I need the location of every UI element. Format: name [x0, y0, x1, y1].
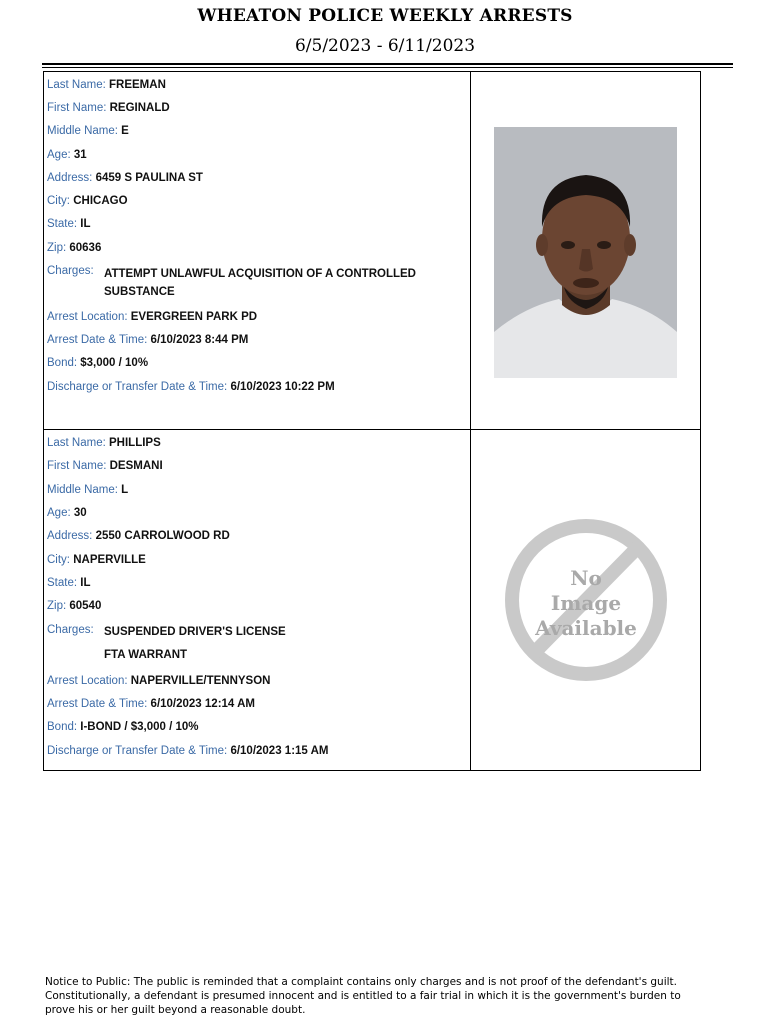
first-name-row: First Name: DESMANI	[47, 460, 163, 472]
city-row: City: NAPERVILLE	[47, 554, 146, 566]
mugshot-illustration	[494, 127, 677, 378]
zip-value: 60540	[69, 600, 102, 612]
address-value: 2550 CARROLWOOD RD	[95, 530, 230, 542]
page-title: WHEATON POLICE WEEKLY ARRESTS	[197, 6, 573, 26]
date-range: 6/5/2023 - 6/11/2023	[294, 36, 476, 56]
age-value: 31	[73, 149, 87, 161]
first-name-row: First Name: REGINALD	[47, 102, 170, 114]
last-name-row: Last Name: PHILLIPS	[47, 437, 161, 449]
arrest-record-2	[43, 429, 701, 771]
header-rule-thin	[42, 67, 733, 68]
age-row: Age: 30	[47, 507, 87, 519]
address-value: 6459 S PAULINA ST	[95, 172, 203, 184]
arrest-datetime-value: 6/10/2023 8:44 PM	[150, 334, 249, 346]
public-notice: Notice to Public: The public is reminded that a complaint contains only charges and is not proof of the defendant's guilt. Constitutionally, a defendant is presumed innocent and is entitled to a fair trial in which it is the government's burden to prove his or her guilt beyond a reasonable doubt.	[45, 976, 681, 1016]
arrest-datetime-row: Arrest Date & Time: 6/10/2023 8:44 PM	[47, 334, 249, 346]
zip-row: Zip: 60540	[47, 600, 102, 612]
charge-line: SUSPENDED DRIVER'S LICENSE	[104, 626, 286, 638]
charge-line: FTA WARRANT	[104, 649, 188, 661]
city-value: NAPERVILLE	[73, 554, 146, 566]
record-divider	[470, 72, 471, 429]
bond-value: $3,000 / 10%	[80, 357, 149, 369]
last-name-value: FREEMAN	[109, 79, 166, 91]
record-divider	[470, 430, 471, 770]
no-image-text: No	[570, 566, 602, 590]
zip-row: Zip: 60636	[47, 242, 102, 254]
arrest-datetime-value: 6/10/2023 12:14 AM	[150, 698, 255, 710]
no-image-available-icon	[504, 516, 668, 684]
mugshot-photo	[494, 127, 677, 378]
address-row: Address: 2550 CARROLWOOD RD	[47, 530, 230, 542]
city-row: City: CHICAGO	[47, 195, 128, 207]
arrest-record-1	[43, 71, 701, 430]
charges-label: Charges:	[47, 265, 94, 277]
middle-name-row: Middle Name: E	[47, 125, 129, 137]
middle-name-row: Middle Name: L	[47, 484, 129, 496]
age-value: 30	[73, 507, 87, 519]
charge-line: ATTEMPT UNLAWFUL ACQUISITION OF A CONTROLLED	[104, 268, 416, 280]
state-row: State: IL	[47, 218, 91, 230]
charge-line: SUBSTANCE	[104, 286, 175, 298]
state-row: State: IL	[47, 577, 91, 589]
arrest-location-row: Arrest Location: EVERGREEN PARK PD	[47, 311, 258, 323]
last-name-value: PHILLIPS	[109, 437, 161, 449]
arrest-datetime-row: Arrest Date & Time: 6/10/2023 12:14 AM	[47, 698, 255, 710]
header-rule	[42, 63, 733, 65]
bond-row: Bond: I-BOND / $3,000 / 10%	[47, 721, 199, 733]
age-row: Age: 31	[47, 149, 87, 161]
city-value: CHICAGO	[73, 195, 128, 207]
arrest-location-value: NAPERVILLE/TENNYSON	[130, 675, 271, 687]
discharge-row: Discharge or Transfer Date & Time: 6/10/2023 10:22 PM	[47, 381, 335, 393]
discharge-value: 6/10/2023 1:15 AM	[230, 745, 329, 757]
no-image-text: Available	[535, 616, 637, 640]
middle-name-value: E	[121, 125, 129, 137]
state-value: IL	[80, 218, 91, 230]
state-value: IL	[80, 577, 91, 589]
no-image-text: Image	[550, 591, 622, 615]
zip-value: 60636	[69, 242, 102, 254]
charges-label: Charges:	[47, 624, 94, 636]
bond-row: Bond: $3,000 / 10%	[47, 357, 149, 369]
discharge-row: Discharge or Transfer Date & Time: 6/10/2023 1:15 AM	[47, 745, 329, 757]
first-name-value: DESMANI	[109, 460, 163, 472]
address-row: Address: 6459 S PAULINA ST	[47, 172, 203, 184]
discharge-value: 6/10/2023 10:22 PM	[230, 381, 335, 393]
bond-value: I-BOND / $3,000 / 10%	[80, 721, 199, 733]
first-name-value: REGINALD	[109, 102, 170, 114]
arrest-location-row: Arrest Location: NAPERVILLE/TENNYSON	[47, 675, 271, 687]
arrest-location-value: EVERGREEN PARK PD	[130, 311, 258, 323]
last-name-row: Last Name: FREEMAN	[47, 79, 166, 91]
middle-name-value: L	[121, 484, 129, 496]
